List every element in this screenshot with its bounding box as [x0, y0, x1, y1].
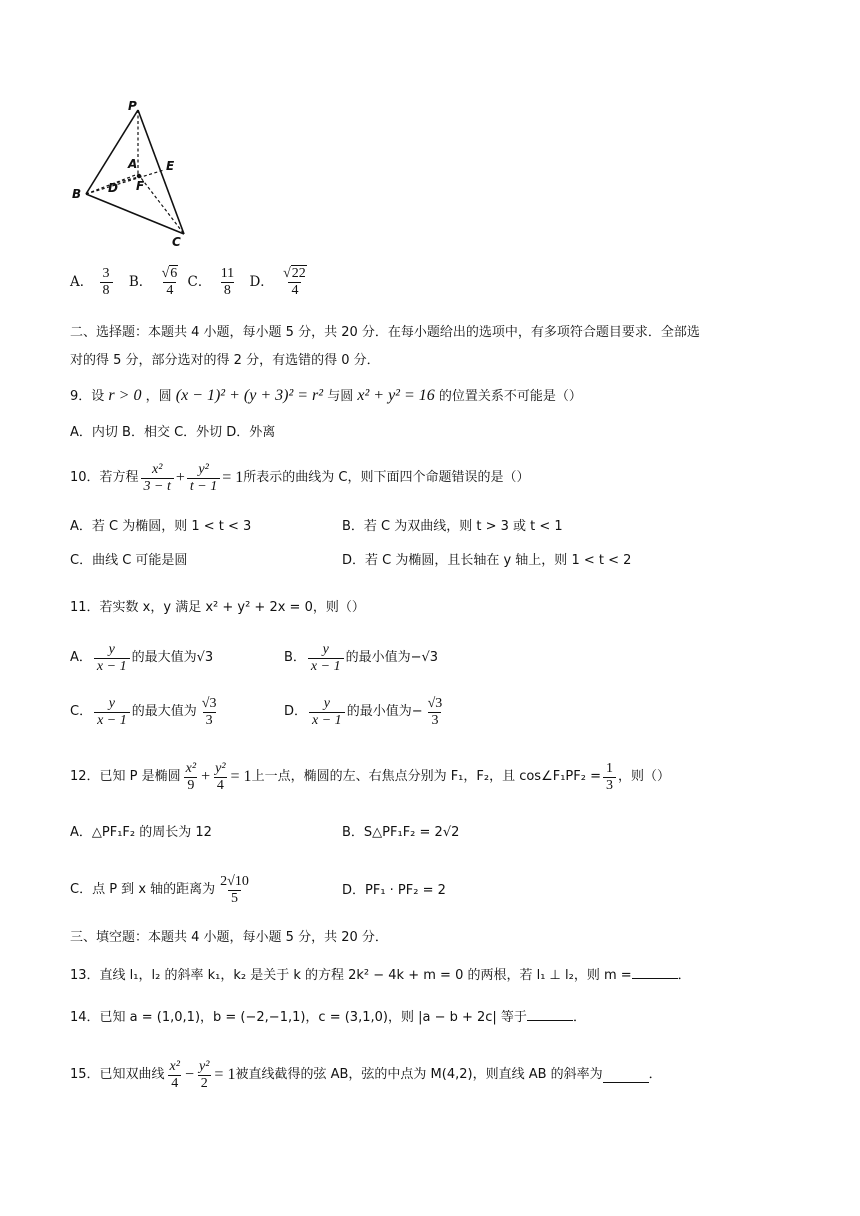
q12-option-d: D．PF₁ · PF₂ = 2 — [342, 883, 446, 898]
q8-option-a-label: A． — [70, 274, 94, 290]
q10-fraction-1: $\frac{\text{x²}}{3 - t}$ — [141, 462, 174, 495]
q12-option-b: B．S△PF₁F₂ = 2√2 — [342, 825, 460, 840]
label-f: F — [136, 179, 145, 193]
q13: 13．直线 l₁，l₂ 的斜率 k₁，k₂ 是关于 k 的方程 2k² − 4k + m = 0 的两根，若 l₁ ⊥ l₂，则 m = ． — [70, 964, 691, 987]
q8-option-b-value: $\frac{√6}{4}$ — [161, 266, 178, 298]
label-a: A — [128, 157, 138, 171]
point-f — [137, 174, 141, 178]
q8-option-d-value: $\frac{√22}{4}$ — [283, 266, 306, 298]
q11-option-b: B． $\frac{y}{x - 1}$ 的最小值为−√3 — [284, 641, 439, 674]
q11-option-d: D． $\frac{y}{x - 1}$ 的最小值为− $\frac{√3}{3}$ — [284, 695, 443, 728]
label-c: C — [172, 235, 181, 249]
q10-option-a: A．若 C 为椭圆，则 1 < t < 3 — [70, 519, 252, 534]
section3-title: 三、填空题：本题共 4 小题，每小题 5 分，共 20 分． — [70, 930, 388, 945]
q9-options: A．内切 B．相交 C．外切 D．外离 — [70, 425, 276, 440]
q8-option-a-value: $\frac{3}{8}$ — [100, 266, 113, 299]
section2-line2: 对的得 5 分，部分选对的得 2 分，有选错的得 0 分． — [70, 353, 380, 368]
label-e: E — [166, 159, 175, 173]
q10-option-b: B．若 C 为双曲线，则 t > 3 或 t < 1 — [342, 519, 563, 534]
q10-option-d: D．若 C 为椭圆，且长轴在 y 轴上，则 1 < t < 2 — [342, 553, 632, 568]
q9-stem: 9．设 r > 0 ，圆 (x − 1)² + (y + 3)² = r² 与圆 x² + y² = 16 的位置关系不可能是（） — [70, 387, 582, 404]
q15: 15．已知双曲线 $\frac{\text{x²}}{4}$ − $\frac{\text{y²}}{2}$ = 1 被直线截得的弦 AB，弦的中点为 M(4,2)，则直线 AB 的斜率为 ． — [70, 1058, 662, 1091]
q11-stem: 11．若实数 x，y 满足 x² + y² + 2x = 0，则（） — [70, 600, 365, 615]
edge-pc — [138, 110, 184, 234]
q10-stem: 10．若方程 $\frac{\text{x²}}{3 - t}$ + $\frac{\text{y²}}{t - 1}$ = 1 所表示的曲线为 C，则下面四个命题错误的是（） — [70, 461, 530, 494]
q10-fraction-2: $\frac{\text{y²}}{t - 1}$ — [187, 462, 220, 495]
q8-option-d-label: D． — [249, 274, 274, 290]
q12-stem: 12．已知 P 是椭圆 $\frac{\text{x²}}{9}$ + $\frac{\text{y²}}{4}$ = 1 上一点，椭圆的左、右焦点分别为 F₁，F₂，且 cos∠F₁PF₂ = $\frac{1}{3}$ ，则（） — [70, 760, 670, 793]
tetrahedron-figure — [66, 96, 206, 256]
q15-answer-blank[interactable] — [603, 1068, 649, 1083]
q11-option-c: C． $\frac{y}{x - 1}$ 的最大值为 $\frac{√3}{3}$ — [70, 695, 217, 728]
q10-option-c: C．曲线 C 可能是圆 — [70, 553, 188, 568]
label-d: D — [108, 181, 118, 195]
q8-option-c-value: $\frac{11}{8}$ — [220, 266, 235, 298]
q8-options — [70, 266, 312, 299]
q8-option-c-label: C． — [187, 274, 212, 290]
q11-option-a: A． $\frac{y}{x - 1}$ 的最大值为√3 — [70, 641, 214, 674]
label-p: P — [128, 99, 137, 113]
q14: 14．已知 a = (1,0,1)，b = (−2,−1,1)，c = (3,1,0)，则 |a − b + 2c| 等于 ． — [70, 1006, 586, 1029]
q8-option-b-label: B． — [128, 274, 153, 290]
q12-option-c: C．点 P 到 x 轴的距离为 $\frac{2√10}{5}$ — [70, 873, 249, 906]
section2-line1: 二、选择题：本题共 4 小题，每小题 5 分，共 20 分．在每小题给出的选项中，有多项符合题目要求．全部选 — [70, 325, 700, 340]
label-b: B — [72, 187, 82, 201]
q12-option-a: A．△PF₁F₂ 的周长为 12 — [70, 825, 212, 840]
q14-answer-blank[interactable] — [527, 1006, 573, 1021]
q13-answer-blank[interactable] — [632, 964, 678, 979]
